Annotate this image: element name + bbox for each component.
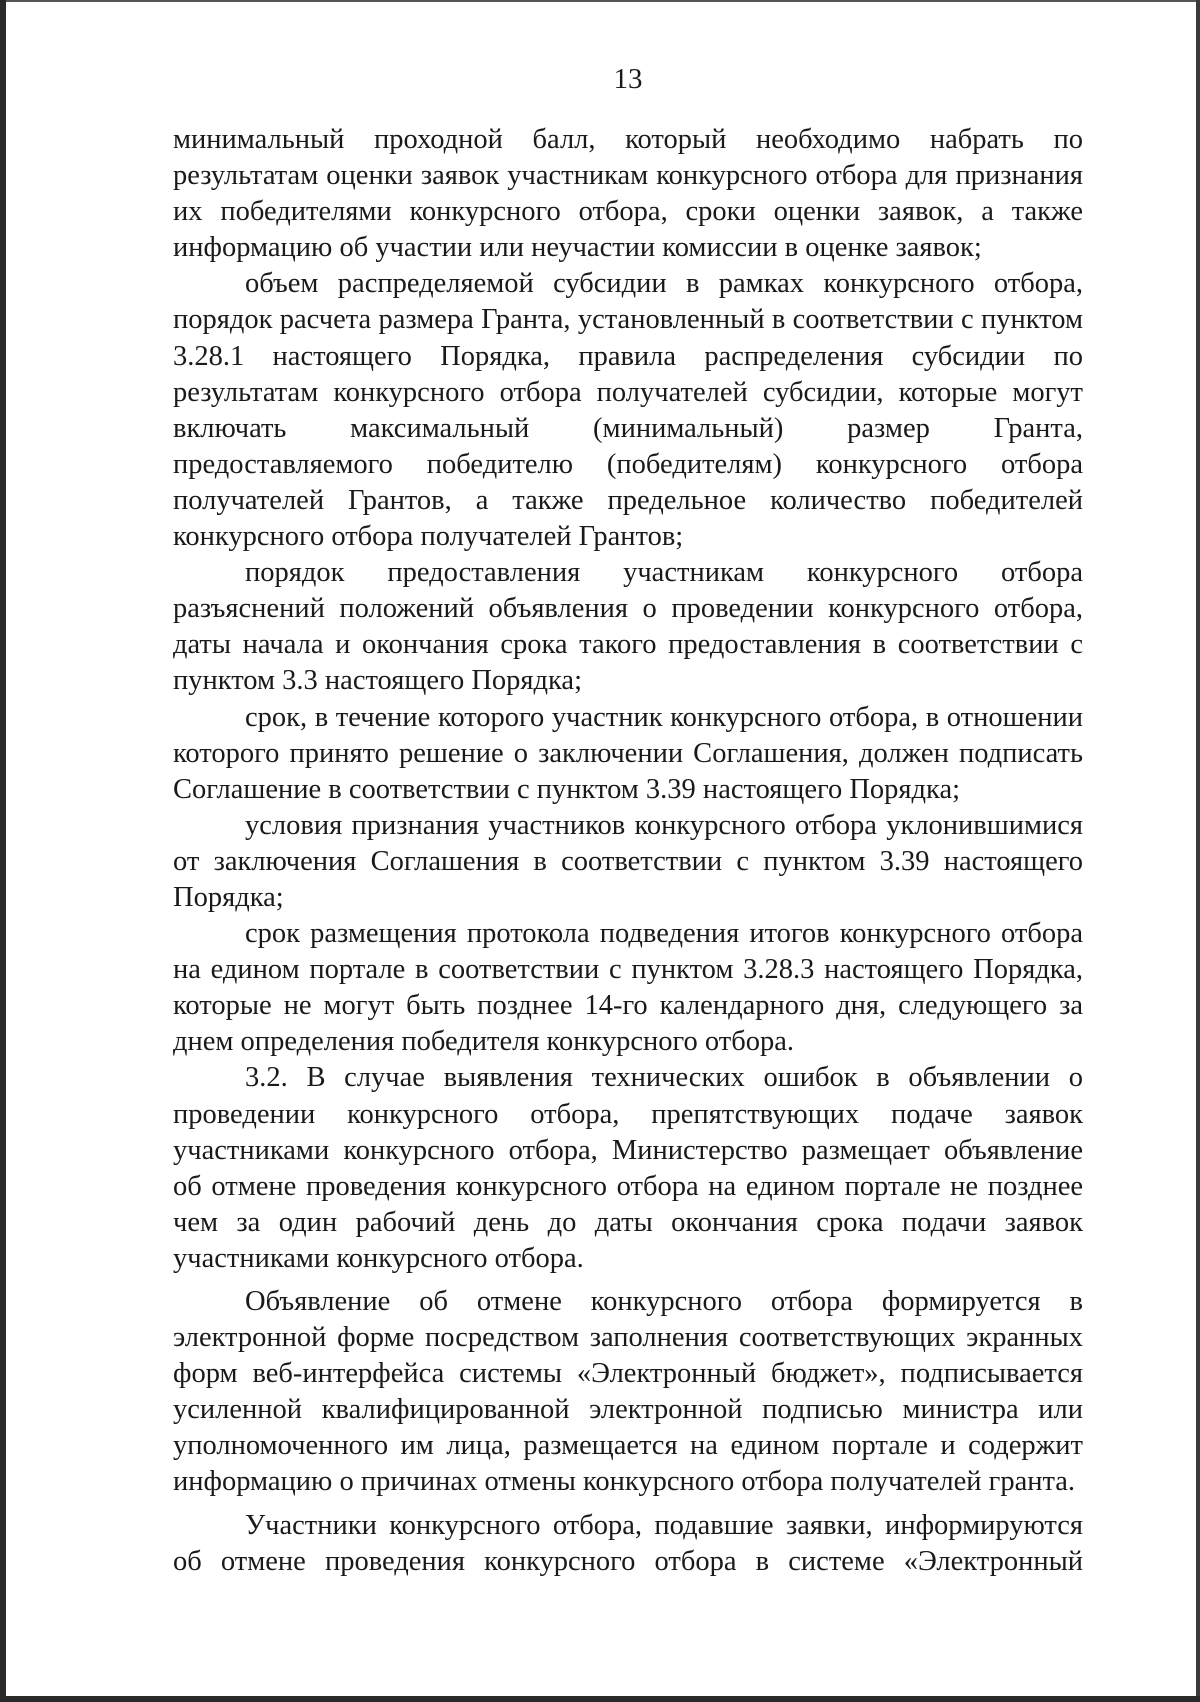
paragraph-signing-term: срок, в течение которого участник конкурсного отбора, в отношении которого принято решение о заключении Соглашения, должен подписать Соглашение в соответствии с пунктом 3.39 настоящего Порядка; [173, 701, 1083, 805]
scan-border-left [0, 0, 6, 1702]
scan-border-top [0, 0, 1200, 2]
paragraph-participants-informed: Участники конкурсного отбора, подавшие заявки, информируются об отмене проведения конкурсного отбора в системе «Электронный [173, 1509, 1083, 1577]
paragraph-section-3-2: 3.2. В случае выявления технических ошибок в объявлении о проведении конкурсного отбора, препятствующих подаче заявок участниками конкурсного отбора, Министерство размещает объявление об отмене проведения конкурсного отбора на едином портале не позднее чем за один рабочий день до даты окончания срока подачи заявок участниками конкурсного отбора. [173, 1062, 1083, 1274]
paragraph-clarifications: порядок предоставления участникам конкурсного отбора разъяснений положений объявления о проведении конкурсного отбора, даты начала и окончания срока такого предоставления в соответствии с пунктом 3.3 настоящего Порядка; [173, 557, 1083, 697]
paragraph-evasion-conditions: условия признания участников конкурсного отбора уклонившимися от заключения Соглашения в соответствии с пунктом 3.39 настоящего Порядка; [173, 809, 1083, 913]
paragraph-passing-score: минимальный проходной балл, который необходимо набрать по результатам оценки заявок участникам конкурсного отбора для признания их победителями конкурсного отбора, сроки оценки заявок, а также информацию об участии или неучастии комиссии в оценке заявок; [173, 124, 1083, 264]
paragraph-subsidy-volume: объем распределяемой субсидии в рамках конкурсного отбора, порядок расчета размера Гранта, установленный в соответствии с пунктом 3.28.1 настоящего Порядка, правила распределения субсидии по результатам конкурсного отбора получателей субсидии, которые могут включать максимальный (минимальный) размер Гранта, предоставляемого победителю (победителям) конкурсного отбора получателей Грантов, а также предельное количество победителей конкурсного отбора получателей Грантов; [173, 268, 1083, 553]
paragraph-protocol-term: срок размещения протокола подведения итогов конкурсного отбора на едином портале в соответствии с пунктом 3.28.3 настоящего Порядка, которые не могут быть позднее 14-го календарного дня, следующего за днем определения победителя конкурсного отбора. [173, 918, 1083, 1058]
scan-border-bottom [0, 1696, 1200, 1702]
paragraph-cancellation-notice: Объявление об отмене конкурсного отбора формируется в электронной форме посредством заполнения соответствующих экранных форм веб-интерфейса системы «Электронный бюджет», подписывается усиленной квалифицированной электронной подписью министра или уполномоченного им лица, размещается на едином портале и содержит информацию о причинах отмены конкурсного отбора получателей гранта. [173, 1286, 1083, 1498]
page-number: 13 [613, 63, 643, 95]
scan-border-right [1196, 0, 1200, 1702]
document-body [173, 122, 1083, 1580]
